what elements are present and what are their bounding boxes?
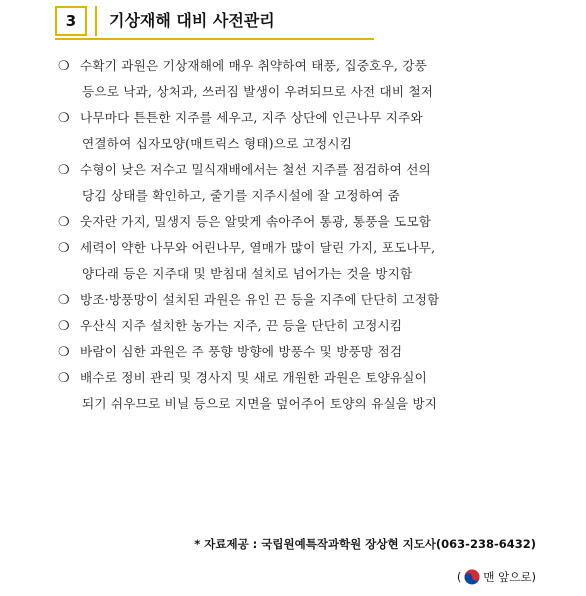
bullet-icon: ❍ [58,111,70,126]
list-item [58,339,548,365]
list-item-text: 우산식 지주 설치한 농가는 지주, 끈 등을 단단히 고정시킴 [80,318,403,333]
list-item-continuation [58,261,548,287]
list-item [58,105,548,157]
list-item-line [58,339,548,365]
list-item-text: 바람이 심한 과원은 주 풍향 방향에 방풍수 및 방풍망 점검 [80,344,403,359]
home-open-paren: ( [456,570,462,584]
list-item-text: 방조·방풍망이 설치된 과원은 유인 끈 등을 지주에 단단히 고정함 [80,292,440,307]
bullet-icon: ❍ [58,371,70,386]
list-item-line [58,313,548,339]
list-item-text: 당김 상태를 확인하고, 줄기를 지주시설에 잘 고정하여 줌 [82,188,401,203]
bullet-icon: ❍ [58,345,70,360]
list-item-line [58,287,548,313]
bullet-icon: ❍ [58,293,70,308]
list-item-line [58,235,548,261]
bullet-icon: ❍ [58,163,70,178]
list-item-continuation [58,183,548,209]
list-item [58,157,548,209]
taeguk-icon [464,569,480,585]
bullet-list [58,53,548,417]
bullet-icon: ❍ [58,241,70,256]
list-item-text: 웃자란 가지, 밀생지 등은 알맞게 솎아주어 통광, 통풍을 도모함 [80,214,432,229]
home-label: 맨 앞으로) [483,570,536,584]
list-item [58,365,548,417]
source-credit: * 자료제공 : 국립원예특작과학원 장상현 지도사(063-238-6432) [194,537,536,551]
list-item-continuation [58,391,548,417]
list-item-line [58,105,548,131]
list-item-text: 되기 쉬우므로 비닐 등으로 지면을 덮어주어 토양의 유실을 방지 [82,396,438,411]
list-item [58,209,548,235]
section-header [55,6,374,40]
list-item-continuation [58,79,548,105]
section-title: 기상재해 대비 사전관리 [95,6,275,36]
section-number: 3 [55,6,87,36]
list-item-line [58,157,548,183]
list-item-text: 세력이 약한 나무와 어린나무, 열매가 많이 달린 가지, 포도나무, [80,240,436,255]
bullet-icon: ❍ [58,319,70,334]
list-item [58,53,548,105]
list-item [58,313,548,339]
bullet-icon: ❍ [58,215,70,230]
list-item [58,235,548,287]
list-item-text: 배수로 정비 관리 및 경사지 및 새로 개원한 과원은 토양유실이 [80,370,427,385]
list-item-text: 등으로 낙과, 상처과, 쓰러짐 발생이 우려되므로 사전 대비 철저 [82,84,434,99]
list-item-text: 수형이 낮은 저수고 밀식재배에서는 철선 지주를 점검하여 선의 [80,162,431,177]
list-item-line [58,53,548,79]
list-item-line [58,209,548,235]
list-item-text: 연결하여 십자모양(매트릭스 형태)으로 고정시킴 [82,136,353,151]
back-to-top-link[interactable] [457,569,536,585]
list-item-text: 나무마다 튼튼한 지주를 세우고, 지주 상단에 인근나무 지주와 [80,110,423,125]
list-item-text: 수확기 과원은 기상재해에 매우 취약하여 태풍, 집중호우, 강풍 [80,58,427,73]
list-item-continuation [58,131,548,157]
list-item-line [58,365,548,391]
list-item [58,287,548,313]
bullet-icon: ❍ [58,59,70,74]
list-item-text: 양다래 등은 지주대 및 받침대 설치로 넘어가는 것을 방지함 [82,266,413,281]
